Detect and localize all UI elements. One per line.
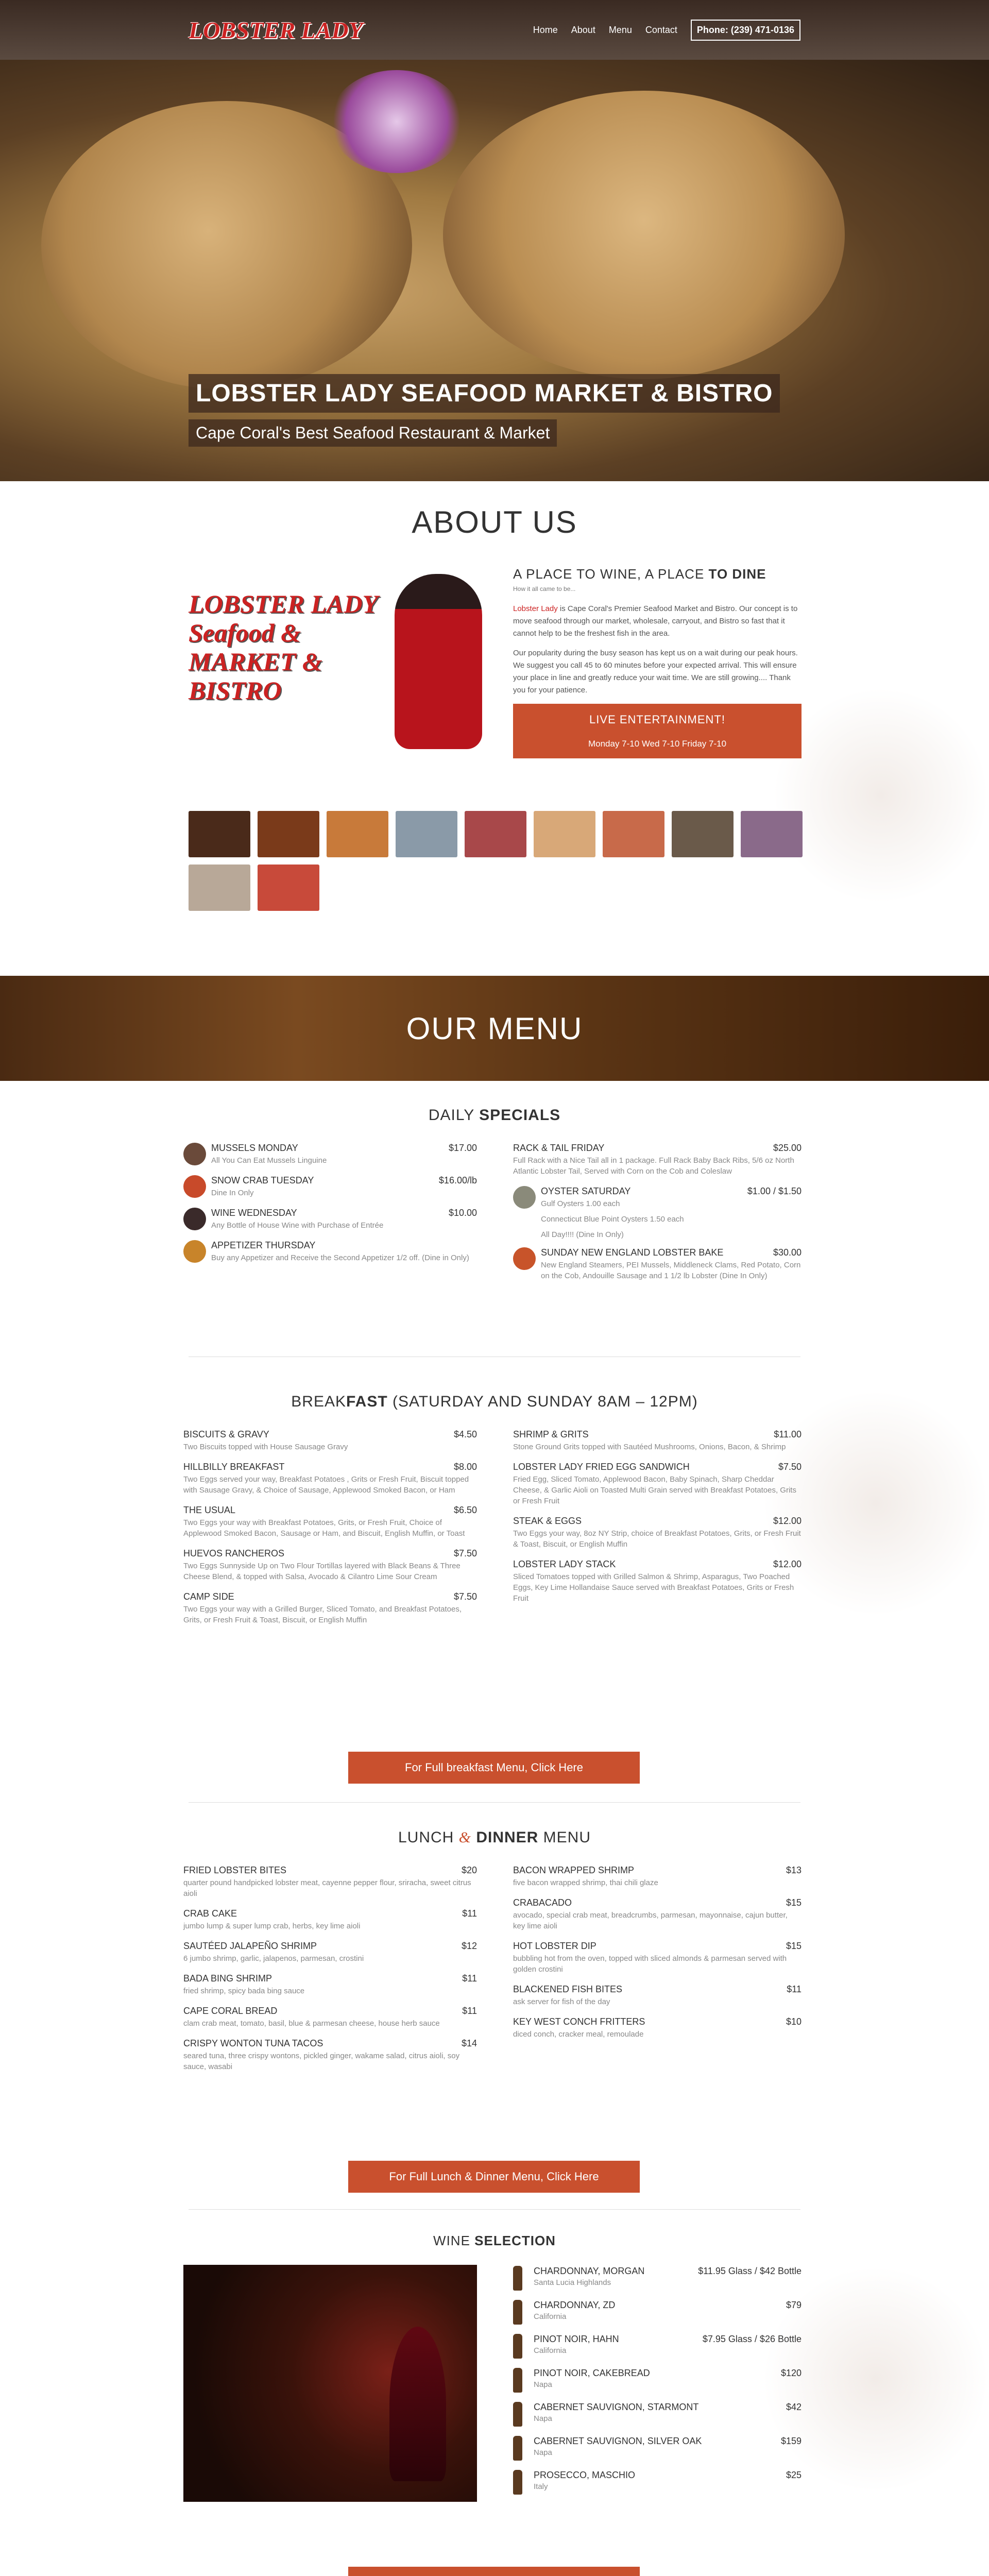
menu-item: CAPE CORAL BREAD $11 clam crab meat, tomato, basil, blue & parmesan cheese, house herb sauce — [183, 2006, 477, 2028]
item-photo-icon — [183, 1175, 206, 1198]
menu-item: HOT LOBSTER DIP $15 bubbling hot from the oven, topped with sliced almonds & parmesan served with golden crostini — [513, 1941, 802, 1974]
wine-list — [513, 2266, 802, 2504]
menu-item-note: Connecticut Blue Point Oysters 1.50 each — [541, 1215, 684, 1224]
wine-bottle-icon — [513, 2470, 522, 2495]
daily-specials-left — [183, 1143, 477, 1273]
gallery-thumbnail[interactable] — [741, 811, 803, 857]
menu-item: WINE WEDNESDAY $10.00 Any Bottle of House Wine with Purchase of Entrée — [183, 1208, 477, 1231]
gallery-thumbnail[interactable] — [534, 811, 595, 857]
lobster-lady-figure — [395, 574, 482, 749]
wine-heading: WINE SELECTION — [433, 2233, 556, 2248]
about-section — [0, 481, 989, 976]
menu-item: HUEVOS RANCHEROS $7.50 Two Eggs Sunnyside Up on Two Flour Tortillas layered with Black Beans & Three Cheese Blend, & topped with Salsa, Avocado & Cilantro Lime Sour Cream — [183, 1548, 477, 1581]
wine-glass-image — [183, 2265, 477, 2502]
hero-crabcake-image — [443, 91, 845, 379]
menu-section — [0, 1081, 989, 2576]
hero-title: LOBSTER LADY SEAFOOD MARKET & BISTRO — [189, 374, 780, 413]
hero-flower-garnish — [330, 70, 464, 173]
live-schedule: Monday 7-10 Wed 7-10 Friday 7-10 — [588, 739, 727, 749]
wine-bottle-icon — [513, 2402, 522, 2427]
breakfast-left — [183, 1429, 477, 1635]
about-tagline: How it all came to be... — [513, 585, 576, 592]
wine-bottle-icon — [513, 2368, 522, 2393]
menu-item: SHRIMP & GRITS $11.00 Stone Ground Grits topped with Sautéed Mushrooms, Onions, Bacon, & Shrimp — [513, 1429, 802, 1451]
gallery-thumbnail[interactable] — [672, 811, 734, 857]
about-text — [513, 566, 802, 758]
menu-item: LOBSTER LADY FRIED EGG SANDWICH $7.50 Fried Egg, Sliced Tomato, Applewood Bacon, Baby Spinach, Sharp Cheddar Cheese, & Garlic Aioli on Toasted Multi Grain served with Breakfast Potatoes, Grits or Fresh Fruit — [513, 1462, 802, 1505]
daily-specials-right — [513, 1143, 802, 1291]
menu-item: CAMP SIDE $7.50 Two Eggs your way with a Grilled Burger, Sliced Tomato, and Breakfast Potatoes, Grits, or Fresh Fruit & Toast, Biscuit, or English Muffin — [183, 1591, 477, 1624]
wine-item: CABERNET SAUVIGNON, SILVER OAK $159 Napa — [513, 2436, 802, 2461]
item-photo-icon — [513, 1186, 536, 1209]
gallery-thumbnail[interactable] — [189, 811, 250, 857]
breakfast-heading: BREAKFAST (SATURDAY AND SUNDAY 8AM – 12PM) — [291, 1393, 698, 1410]
wine-item: CHARDONNAY, MORGAN $11.95 Glass / $42 Bottle Santa Lucia Highlands — [513, 2266, 802, 2291]
item-photo-icon — [183, 1208, 206, 1230]
nav-menu — [533, 20, 800, 41]
menu-item: FRIED LOBSTER BITES $20 quarter pound handpicked lobster meat, cayenne pepper flour, sriracha, sweet citrus aioli — [183, 1865, 477, 1898]
divider — [189, 2209, 800, 2210]
gallery-thumbnail[interactable] — [189, 865, 250, 911]
menu-item: STEAK & EGGS $12.00 Two Eggs your way, 8oz NY Strip, choice of Breakfast Potatoes, Grits, or Fresh Fruit & Toast, Biscuit, or English Muffin — [513, 1516, 802, 1549]
menu-item: RACK & TAIL FRIDAY $25.00 Full Rack with a Nice Tail all in 1 package. Full Rack Baby Back Ribs, 5/6 oz North Atlantic Lobster Tail, Served with Corn on the Cob and Coleslaw — [513, 1143, 802, 1176]
gallery-thumbnail[interactable] — [327, 811, 388, 857]
breakfast-right — [513, 1429, 802, 1613]
wine-item: PROSECCO, MASCHIO $25 Italy — [513, 2470, 802, 2495]
menu-item: KEY WEST CONCH FRITTERS $10 diced conch, cracker meal, remoulade — [513, 2016, 802, 2039]
logo-line: BISTRO — [189, 676, 282, 705]
nav-home[interactable]: Home — [533, 24, 558, 35]
menu-item: BISCUITS & GRAVY $4.50 Two Biscuits topped with House Sausage Gravy — [183, 1429, 477, 1451]
logo-line: LOBSTER LADY — [189, 589, 379, 618]
menu-item: OYSTER SATURDAY $1.00 / $1.50 Gulf Oysters 1.00 each — [513, 1186, 802, 1209]
about-paragraph: Our popularity during the busy season has kept us on a wait during our peak hours. We suggest you call 45 to 60 minutes before your expected arrival. This will ensure your place in line and greatly reduce your wait time. We are still growing.... Thank you for your patience. — [513, 649, 798, 694]
lunch-right — [513, 1865, 802, 2049]
wine-item: CABERNET SAUVIGNON, STARMONT $42 Napa — [513, 2402, 802, 2427]
top-navbar — [0, 0, 989, 60]
menu-item: HILLBILLY BREAKFAST $8.00 Two Eggs served your way, Breakfast Potatoes , Grits or Fresh Fruit, Biscuit topped with Sausage Gravy, & Choice of Sausage, Applewood Smoked Bacon, or Ham — [183, 1462, 477, 1495]
daily-specials-heading: DAILY SPECIALS — [428, 1107, 561, 1124]
full-beverages-menu-button[interactable] — [348, 2567, 640, 2576]
gallery-thumbnail[interactable] — [396, 811, 457, 857]
menu-banner — [0, 976, 989, 1081]
nav-menu[interactable]: Menu — [608, 24, 632, 35]
lunch-left — [183, 1865, 477, 2081]
item-photo-icon — [183, 1143, 206, 1165]
menu-item: BACON WRAPPED SHRIMP $13 five bacon wrapped shrimp, thai chili glaze — [513, 1865, 802, 1887]
hero-banner — [0, 60, 989, 481]
menu-item: SAUTÉED JALAPEÑO SHRIMP $12 6 jumbo shrimp, garlic, jalapenos, parmesan, crostini — [183, 1941, 477, 1963]
gallery-thumbnail[interactable] — [258, 865, 319, 911]
menu-item: SNOW CRAB TUESDAY $16.00/lb Dine In Only — [183, 1175, 477, 1198]
about-heading: ABOUT US — [412, 505, 577, 539]
wine-glass — [389, 2327, 446, 2481]
logo-line: MARKET & — [189, 647, 322, 676]
hero-subtitle: Cape Coral's Best Seafood Restaurant & Market — [189, 419, 557, 447]
menu-item: THE USUAL $6.50 Two Eggs your way with Breakfast Potatoes, Grits, or Fresh Fruit, Choice of Applewood Smoked Bacon, Sausage or Ham, and Biscuit, English Muffin, or Toast — [183, 1505, 477, 1538]
menu-item: APPETIZER THURSDAY Buy any Appetizer and Receive the Second Appetizer 1/2 off. (Dine in Only) — [183, 1240, 477, 1263]
about-paragraph: Lobster Lady is Cape Coral's Premier Seafood Market and Bistro. Our concept is to move seafood through our market, wholesale, carryout, and Bistro so fast that it cannot help to be the freshest fish in the area. — [513, 604, 798, 638]
menu-item: CRAB CAKE $11 jumbo lump & super lump crab, herbs, key lime aioli — [183, 1908, 477, 1930]
logo-line: Seafood & — [189, 618, 301, 647]
gallery-thumbnail[interactable] — [465, 811, 526, 857]
wine-item: PINOT NOIR, CAKEBREAD $120 Napa — [513, 2368, 802, 2393]
nav-phone-button[interactable]: Phone: (239) 471-0136 — [691, 20, 800, 41]
wine-bottle-icon — [513, 2266, 522, 2291]
menu-item: MUSSELS MONDAY $17.00 All You Can Eat Mussels Linguine — [183, 1143, 477, 1166]
menu-item: CRABACADO $15 avocado, special crab meat, breadcrumbs, parmesan, mayonnaise, cajun butter, key lime aioli — [513, 1897, 802, 1930]
menu-item-note: All Day!!!! (Dine In Only) — [541, 1230, 624, 1239]
gallery-thumbnail[interactable] — [258, 811, 319, 857]
menu-item: CRISPY WONTON TUNA TACOS $14 seared tuna, three crispy wontons, pickled ginger, wakame salad, citrus aioli, soy sauce, wasabi — [183, 2038, 477, 2071]
wine-bottle-icon — [513, 2436, 522, 2461]
item-photo-icon — [183, 1240, 206, 1263]
nav-contact[interactable]: Contact — [645, 24, 677, 35]
wine-bottle-icon — [513, 2334, 522, 2359]
divider — [189, 1802, 800, 1803]
menu-item: SUNDAY NEW ENGLAND LOBSTER BAKE $30.00 New England Steamers, PEI Mussels, Middleneck Clams, Red Potato, Corn on the Cob, Andouille Sausage and 1 1/2 lb Lobster (Dine In Only) — [513, 1247, 802, 1281]
item-photo-icon — [513, 1247, 536, 1270]
wine-item: CHARDONNAY, ZD $79 California — [513, 2300, 802, 2325]
about-logo-image — [189, 569, 498, 754]
gallery-thumbnail[interactable] — [603, 811, 664, 857]
site-logo[interactable]: LOBSTER LADY — [189, 16, 363, 43]
full-lunch-dinner-menu-button[interactable]: For Full Lunch & Dinner Menu, Click Here — [348, 2161, 640, 2193]
nav-about[interactable]: About — [571, 24, 595, 35]
wine-bottle-icon — [513, 2300, 522, 2325]
about-subheading: A PLACE TO WINE, A PLACE TO DINE — [513, 566, 766, 582]
live-entertainment-box — [513, 704, 802, 758]
lunch-dinner-heading: LUNCH & DINNER MENU — [398, 1829, 591, 1846]
full-breakfast-menu-button[interactable]: For Full breakfast Menu, Click Here — [348, 1752, 640, 1784]
menu-item: LOBSTER LADY STACK $12.00 Sliced Tomatoes topped with Grilled Salmon & Shrimp, Asparagus, Two Poached Eggs, Key Lime Hollandaise Sauce served with Breakfast Potatoes, Grits or Fresh Fruit — [513, 1559, 802, 1603]
wine-item: PINOT NOIR, HAHN $7.95 Glass / $26 Bottle California — [513, 2334, 802, 2359]
menu-item: BADA BING SHRIMP $11 fried shrimp, spicy bada bing sauce — [183, 1973, 477, 1995]
menu-item: BLACKENED FISH BITES $11 ask server for fish of the day — [513, 1984, 802, 2006]
gallery-thumbnails — [189, 811, 807, 911]
menu-banner-title: OUR MENU — [406, 1011, 583, 1046]
live-title: LIVE ENTERTAINMENT! — [589, 713, 725, 726]
